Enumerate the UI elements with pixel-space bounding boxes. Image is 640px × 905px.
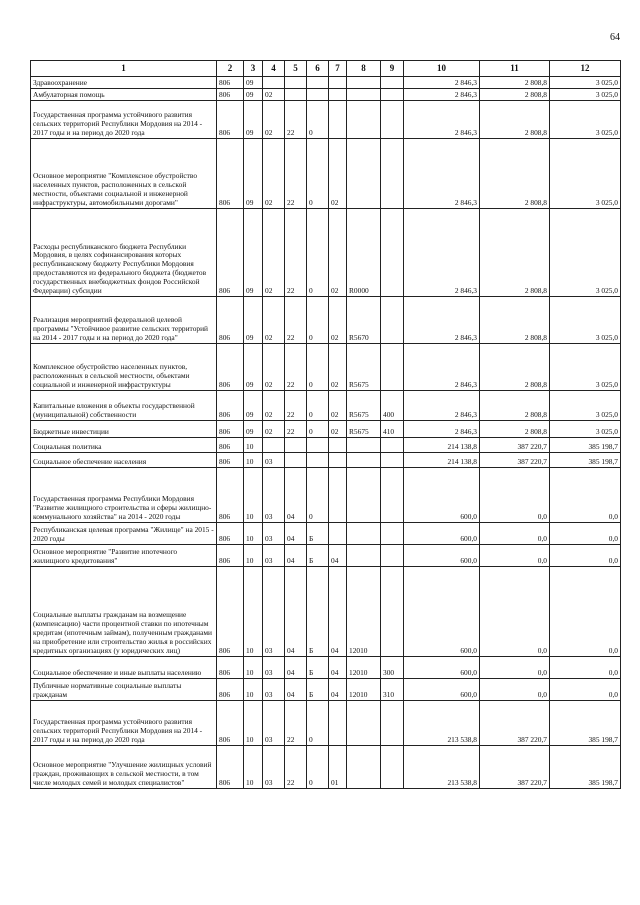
amount-cell: 600,0 xyxy=(404,679,480,701)
amount-cell: 2 846,3 xyxy=(404,297,480,344)
amount-cell: 0,0 xyxy=(480,468,550,523)
table-row xyxy=(31,391,621,421)
code-cell: 806 xyxy=(217,297,244,344)
code-cell xyxy=(347,453,381,468)
amount-cell: 600,0 xyxy=(404,567,480,657)
amount-cell: 213 538,8 xyxy=(404,701,480,746)
amount-cell: 385 198,7 xyxy=(550,746,621,789)
code-cell: 0 xyxy=(307,421,329,438)
row-label: Государственная программа устойчивого развития сельских территорий Республики Мордовия на 2014 - 2017 годы и на период до 2020 года xyxy=(31,701,217,746)
column-header: 5 xyxy=(285,61,307,77)
amount-cell: 2 846,3 xyxy=(404,77,480,89)
code-cell xyxy=(263,77,285,89)
code-cell xyxy=(381,453,404,468)
code-cell: 04 xyxy=(285,679,307,701)
row-label: Реализация мероприятий федеральной целевой программы "Устойчивое развитие сельских территорий на 2014 - 2017 годы и на период до 2020 года" xyxy=(31,297,217,344)
amount-cell: 600,0 xyxy=(404,657,480,679)
code-cell xyxy=(285,89,307,101)
code-cell: 806 xyxy=(217,701,244,746)
code-cell xyxy=(329,101,347,139)
column-header: 7 xyxy=(329,61,347,77)
code-cell: 806 xyxy=(217,391,244,421)
code-cell xyxy=(381,209,404,297)
code-cell: Б xyxy=(307,567,329,657)
table-header-row xyxy=(31,61,621,77)
code-cell: 04 xyxy=(285,545,307,567)
table-row xyxy=(31,453,621,468)
table-row xyxy=(31,421,621,438)
column-header: 2 xyxy=(217,61,244,77)
amount-cell: 0,0 xyxy=(480,657,550,679)
table-row xyxy=(31,701,621,746)
row-label: Бюджетные инвестиции xyxy=(31,421,217,438)
code-cell: 0 xyxy=(307,391,329,421)
code-cell: 806 xyxy=(217,344,244,391)
code-cell: 03 xyxy=(263,523,285,545)
code-cell: 22 xyxy=(285,344,307,391)
code-cell: 10 xyxy=(244,657,263,679)
amount-cell: 2 808,8 xyxy=(480,101,550,139)
column-header: 1 xyxy=(31,61,217,77)
code-cell xyxy=(347,89,381,101)
code-cell: 806 xyxy=(217,77,244,89)
amount-cell: 2 808,8 xyxy=(480,421,550,438)
amount-cell: 2 846,3 xyxy=(404,391,480,421)
code-cell: 09 xyxy=(244,139,263,209)
code-cell: 09 xyxy=(244,391,263,421)
table-row xyxy=(31,344,621,391)
amount-cell: 2 808,8 xyxy=(480,391,550,421)
amount-cell: 387 220,7 xyxy=(480,701,550,746)
code-cell: 22 xyxy=(285,209,307,297)
amount-cell: 3 025,0 xyxy=(550,421,621,438)
amount-cell: 600,0 xyxy=(404,523,480,545)
table-row xyxy=(31,679,621,701)
code-cell xyxy=(381,344,404,391)
code-cell: R5675 xyxy=(347,344,381,391)
code-cell: 09 xyxy=(244,89,263,101)
code-cell xyxy=(381,567,404,657)
amount-cell: 3 025,0 xyxy=(550,297,621,344)
code-cell xyxy=(347,438,381,453)
row-label: Основное мероприятие "Комплексное обустройство населенных пунктов, расположенных в сельской местности, объектами социальной и инженерной инфраструктуры, автомобильными дорогами" xyxy=(31,139,217,209)
code-cell xyxy=(263,438,285,453)
amount-cell: 2 808,8 xyxy=(480,139,550,209)
amount-cell: 2 846,3 xyxy=(404,101,480,139)
code-cell: 22 xyxy=(285,297,307,344)
code-cell: 01 xyxy=(329,746,347,789)
code-cell: 02 xyxy=(263,344,285,391)
code-cell: 02 xyxy=(263,297,285,344)
table-row xyxy=(31,468,621,523)
code-cell: 806 xyxy=(217,468,244,523)
row-label: Капитальные вложения в объекты государственной (муниципальной) собственности xyxy=(31,391,217,421)
code-cell: 0 xyxy=(307,209,329,297)
code-cell: 03 xyxy=(263,567,285,657)
code-cell: 03 xyxy=(263,453,285,468)
code-cell: 806 xyxy=(217,209,244,297)
table-body xyxy=(31,77,621,789)
code-cell xyxy=(381,89,404,101)
amount-cell: 385 198,7 xyxy=(550,438,621,453)
amount-cell: 2 808,8 xyxy=(480,77,550,89)
code-cell xyxy=(285,77,307,89)
code-cell: 0 xyxy=(307,746,329,789)
amount-cell: 3 025,0 xyxy=(550,139,621,209)
code-cell: 806 xyxy=(217,89,244,101)
code-cell: 03 xyxy=(263,657,285,679)
amount-cell: 0,0 xyxy=(550,523,621,545)
code-cell xyxy=(307,89,329,101)
code-cell: 806 xyxy=(217,523,244,545)
code-cell: 03 xyxy=(263,746,285,789)
code-cell: 0 xyxy=(307,101,329,139)
amount-cell: 387 220,7 xyxy=(480,453,550,468)
amount-cell: 2 846,3 xyxy=(404,139,480,209)
code-cell xyxy=(347,701,381,746)
table-row xyxy=(31,746,621,789)
amount-cell: 2 808,8 xyxy=(480,344,550,391)
code-cell xyxy=(329,438,347,453)
row-label: Государственная программа устойчивого развития сельских территорий Республики Мордовия на 2014 - 2017 годы и на период до 2020 года xyxy=(31,101,217,139)
code-cell: 04 xyxy=(285,567,307,657)
code-cell: 0 xyxy=(307,468,329,523)
code-cell xyxy=(329,453,347,468)
code-cell: 03 xyxy=(263,679,285,701)
amount-cell: 0,0 xyxy=(480,567,550,657)
column-header: 6 xyxy=(307,61,329,77)
code-cell xyxy=(381,545,404,567)
amount-cell: 2 846,3 xyxy=(404,89,480,101)
code-cell: 10 xyxy=(244,567,263,657)
code-cell: R5675 xyxy=(347,391,381,421)
code-cell xyxy=(381,468,404,523)
code-cell: 806 xyxy=(217,545,244,567)
code-cell: 22 xyxy=(285,746,307,789)
code-cell: 806 xyxy=(217,453,244,468)
code-cell: 02 xyxy=(329,391,347,421)
column-header: 9 xyxy=(381,61,404,77)
code-cell xyxy=(347,468,381,523)
amount-cell: 3 025,0 xyxy=(550,101,621,139)
table-row xyxy=(31,438,621,453)
row-label: Республиканская целевая программа "Жилище" на 2015 - 2020 годы xyxy=(31,523,217,545)
code-cell: 02 xyxy=(263,89,285,101)
code-cell xyxy=(347,101,381,139)
code-cell xyxy=(307,77,329,89)
budget-table xyxy=(30,60,621,789)
code-cell: 02 xyxy=(329,139,347,209)
row-label: Публичные нормативные социальные выплаты гражданам xyxy=(31,679,217,701)
code-cell xyxy=(347,139,381,209)
amount-cell: 387 220,7 xyxy=(480,438,550,453)
code-cell: 09 xyxy=(244,77,263,89)
code-cell: 10 xyxy=(244,453,263,468)
code-cell: R0000 xyxy=(347,209,381,297)
code-cell xyxy=(347,545,381,567)
table-row xyxy=(31,89,621,101)
table-row xyxy=(31,209,621,297)
code-cell: 10 xyxy=(244,746,263,789)
column-header: 10 xyxy=(404,61,480,77)
code-cell: 09 xyxy=(244,297,263,344)
code-cell: 806 xyxy=(217,657,244,679)
code-cell: 10 xyxy=(244,468,263,523)
code-cell: 02 xyxy=(263,101,285,139)
amount-cell: 2 846,3 xyxy=(404,421,480,438)
code-cell: 09 xyxy=(244,344,263,391)
code-cell: 10 xyxy=(244,545,263,567)
code-cell: 806 xyxy=(217,746,244,789)
code-cell: 22 xyxy=(285,421,307,438)
code-cell: 02 xyxy=(263,209,285,297)
amount-cell: 3 025,0 xyxy=(550,209,621,297)
code-cell xyxy=(381,139,404,209)
code-cell: 12010 xyxy=(347,679,381,701)
amount-cell: 3 025,0 xyxy=(550,89,621,101)
code-cell: 10 xyxy=(244,438,263,453)
table-row xyxy=(31,567,621,657)
amount-cell: 3 025,0 xyxy=(550,391,621,421)
code-cell xyxy=(381,438,404,453)
amount-cell: 0,0 xyxy=(550,545,621,567)
column-header: 11 xyxy=(480,61,550,77)
code-cell: 02 xyxy=(263,139,285,209)
table-row xyxy=(31,139,621,209)
code-cell: 22 xyxy=(285,139,307,209)
code-cell xyxy=(329,89,347,101)
page-number: 64 xyxy=(610,32,620,43)
table-row xyxy=(31,77,621,89)
code-cell: 03 xyxy=(263,468,285,523)
table-row xyxy=(31,101,621,139)
code-cell: 09 xyxy=(244,421,263,438)
code-cell: 02 xyxy=(329,297,347,344)
code-cell: R5675 xyxy=(347,421,381,438)
code-cell: 10 xyxy=(244,523,263,545)
code-cell xyxy=(329,701,347,746)
code-cell: 0 xyxy=(307,701,329,746)
code-cell xyxy=(329,468,347,523)
amount-cell: 0,0 xyxy=(550,657,621,679)
code-cell: 22 xyxy=(285,701,307,746)
code-cell: 04 xyxy=(285,523,307,545)
amount-cell: 2 808,8 xyxy=(480,89,550,101)
code-cell: 02 xyxy=(263,391,285,421)
code-cell: 02 xyxy=(329,209,347,297)
amount-cell: 214 138,8 xyxy=(404,438,480,453)
row-label: Социальная политика xyxy=(31,438,217,453)
amount-cell: 385 198,7 xyxy=(550,701,621,746)
amount-cell: 3 025,0 xyxy=(550,344,621,391)
code-cell: 04 xyxy=(285,657,307,679)
column-header: 12 xyxy=(550,61,621,77)
amount-cell: 600,0 xyxy=(404,545,480,567)
code-cell: Б xyxy=(307,545,329,567)
table-row xyxy=(31,523,621,545)
table-row xyxy=(31,657,621,679)
code-cell xyxy=(381,297,404,344)
code-cell xyxy=(381,77,404,89)
code-cell: 04 xyxy=(285,468,307,523)
amount-cell: 0,0 xyxy=(550,679,621,701)
code-cell: 02 xyxy=(329,344,347,391)
code-cell xyxy=(285,438,307,453)
code-cell: 22 xyxy=(285,391,307,421)
row-label: Социальные выплаты гражданам на возмещение (компенсацию) части процентной ставки по ипотечным кредитам (ипотечным займам), полученным гражданами на приобретение или строительство жилья в российских кредитных организациях (у юридических лиц) xyxy=(31,567,217,657)
code-cell: 09 xyxy=(244,209,263,297)
amount-cell: 2 808,8 xyxy=(480,297,550,344)
amount-cell: 600,0 xyxy=(404,468,480,523)
row-label: Основное мероприятие "Развитие ипотечного жилищного кредитования" xyxy=(31,545,217,567)
amount-cell: 2 846,3 xyxy=(404,344,480,391)
amount-cell: 213 538,8 xyxy=(404,746,480,789)
code-cell: 04 xyxy=(329,567,347,657)
code-cell: 02 xyxy=(329,421,347,438)
row-label: Основное мероприятие "Улучшение жилищных условий граждан, проживающих в сельской местности, в том числе молодых семей и молодых специалистов" xyxy=(31,746,217,789)
code-cell: 12010 xyxy=(347,657,381,679)
code-cell xyxy=(329,77,347,89)
code-cell xyxy=(381,101,404,139)
amount-cell: 385 198,7 xyxy=(550,453,621,468)
code-cell xyxy=(347,746,381,789)
row-label: Расходы республиканского бюджета Республики Мордовия, в целях софинансирования которых республиканскому бюджету Республики Мордовия предоставляются из федерального бюджета (бюджетов государственных внебюджетных фондов Российской Федерации) субсидии xyxy=(31,209,217,297)
code-cell xyxy=(329,523,347,545)
code-cell: Б xyxy=(307,657,329,679)
code-cell xyxy=(381,746,404,789)
code-cell xyxy=(347,77,381,89)
code-cell xyxy=(381,701,404,746)
amount-cell: 3 025,0 xyxy=(550,77,621,89)
code-cell: Б xyxy=(307,679,329,701)
code-cell: 03 xyxy=(263,545,285,567)
code-cell: 10 xyxy=(244,701,263,746)
amount-cell: 0,0 xyxy=(550,468,621,523)
code-cell: 10 xyxy=(244,679,263,701)
code-cell: 300 xyxy=(381,657,404,679)
code-cell xyxy=(307,438,329,453)
row-label: Государственная программа Республики Мордовия "Развитие жилищного строительства и сферы жилищно-коммунального хозяйства" на 2014 - 2020 годы xyxy=(31,468,217,523)
code-cell: 806 xyxy=(217,101,244,139)
amount-cell: 2 808,8 xyxy=(480,209,550,297)
code-cell: 0 xyxy=(307,139,329,209)
amount-cell: 214 138,8 xyxy=(404,453,480,468)
amount-cell: 0,0 xyxy=(480,523,550,545)
row-label: Комплексное обустройство населенных пунктов, расположенных в сельской местности, объектами социальной и инженерной инфраструктуры xyxy=(31,344,217,391)
code-cell: 04 xyxy=(329,545,347,567)
code-cell: 806 xyxy=(217,679,244,701)
amount-cell: 0,0 xyxy=(480,545,550,567)
row-label: Амбулаторная помощь xyxy=(31,89,217,101)
amount-cell: 0,0 xyxy=(550,567,621,657)
table-row xyxy=(31,297,621,344)
amount-cell: 2 846,3 xyxy=(404,209,480,297)
code-cell xyxy=(347,523,381,545)
code-cell: Б xyxy=(307,523,329,545)
code-cell: 806 xyxy=(217,421,244,438)
column-header: 3 xyxy=(244,61,263,77)
code-cell: 12010 xyxy=(347,567,381,657)
column-header: 8 xyxy=(347,61,381,77)
code-cell: 04 xyxy=(329,679,347,701)
row-label: Социальное обеспечение населения xyxy=(31,453,217,468)
code-cell: R5670 xyxy=(347,297,381,344)
code-cell xyxy=(381,523,404,545)
code-cell: 806 xyxy=(217,438,244,453)
code-cell: 806 xyxy=(217,139,244,209)
row-label: Социальное обеспечение и иные выплаты населению xyxy=(31,657,217,679)
code-cell: 0 xyxy=(307,344,329,391)
code-cell: 22 xyxy=(285,101,307,139)
code-cell: 410 xyxy=(381,421,404,438)
column-header: 4 xyxy=(263,61,285,77)
row-label: Здравоохранение xyxy=(31,77,217,89)
code-cell xyxy=(285,453,307,468)
amount-cell: 0,0 xyxy=(480,679,550,701)
code-cell: 310 xyxy=(381,679,404,701)
code-cell: 04 xyxy=(329,657,347,679)
code-cell xyxy=(307,453,329,468)
code-cell: 03 xyxy=(263,701,285,746)
amount-cell: 387 220,7 xyxy=(480,746,550,789)
code-cell: 806 xyxy=(217,567,244,657)
code-cell: 09 xyxy=(244,101,263,139)
code-cell: 400 xyxy=(381,391,404,421)
code-cell: 02 xyxy=(263,421,285,438)
table-row xyxy=(31,545,621,567)
code-cell: 0 xyxy=(307,297,329,344)
